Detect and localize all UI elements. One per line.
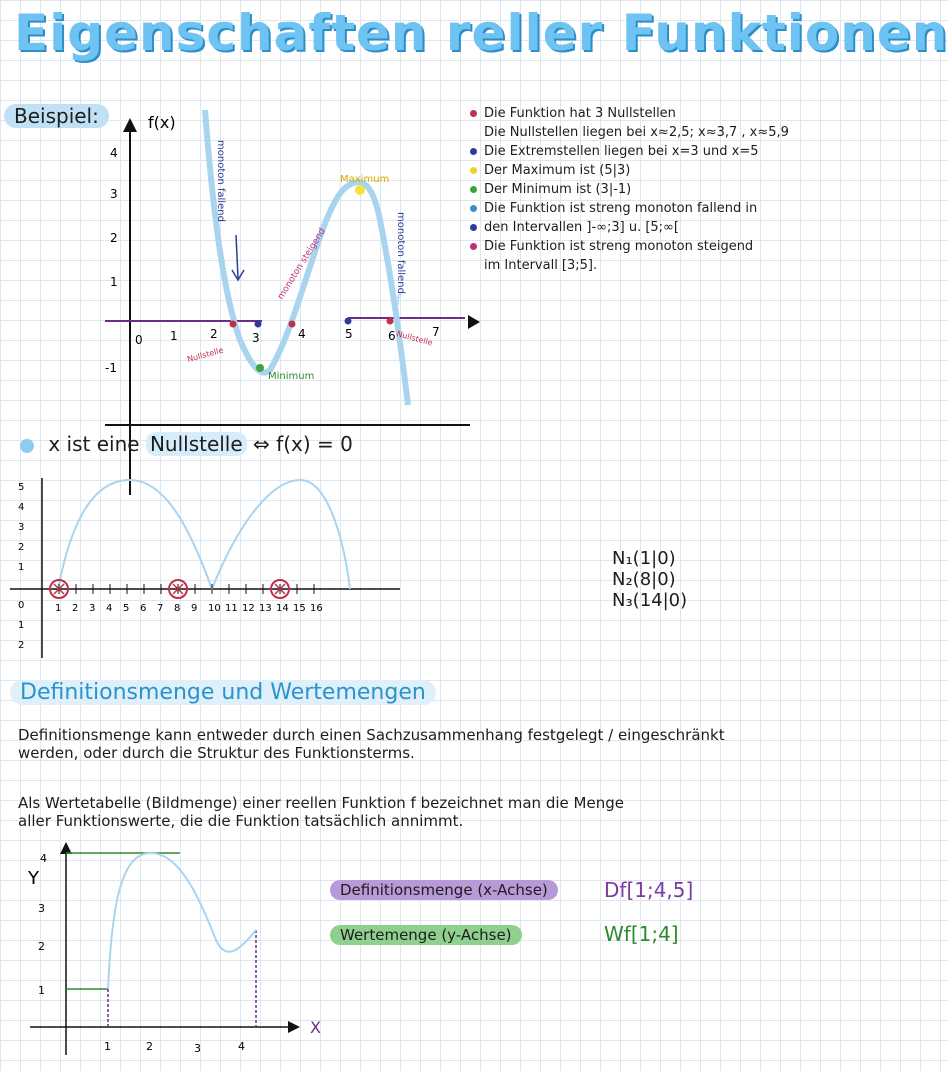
x-tick: 7	[432, 325, 440, 339]
maximum-label: Maximum	[340, 174, 390, 185]
x-tick: 5	[345, 327, 353, 341]
y-tick: 3	[38, 902, 45, 915]
bullet-icon	[470, 224, 477, 231]
x-tick: 16	[310, 603, 323, 614]
minimum-point	[256, 364, 264, 372]
note-text: im Intervall [3;5].	[484, 258, 598, 273]
monoton-fallend-label-2: monoton fallend	[395, 212, 406, 294]
monoton-fallend-label: monoton fallend	[215, 140, 226, 222]
section-heading: Definitionsmenge und Wertemengen	[10, 680, 436, 705]
paragraph-line: Als Wertetabelle (Bildmenge) einer reellen Funktion f bezeichnet man die Menge	[18, 794, 624, 812]
x-tick: 0	[135, 333, 143, 347]
note-item	[470, 142, 820, 161]
bullet-icon	[470, 186, 477, 193]
paragraph-line: Definitionsmenge kann entweder durch einen Sachzusammenhang festgelegt / eingeschränkt	[18, 726, 725, 744]
note-text: Die Funktion ist streng monoton fallend in	[484, 201, 758, 216]
zero-item: N₁(1|0)	[612, 548, 676, 569]
range-paragraph	[18, 794, 624, 830]
zero-definition	[20, 432, 353, 456]
paragraph-line: werden, oder durch die Struktur des Funktionsterms.	[18, 744, 415, 762]
bullet-icon	[470, 110, 477, 117]
minimum-label: Minimum	[268, 371, 315, 382]
zero-point	[387, 318, 394, 325]
definition-prefix: x ist eine	[48, 432, 140, 456]
y-tick: 2	[38, 940, 45, 953]
x-tick: 9	[191, 603, 198, 614]
domain-range-graph	[0, 840, 330, 1071]
extremum-point	[255, 321, 262, 328]
function-curve	[58, 480, 350, 589]
definition-suffix: ⇔ f(x) = 0	[253, 432, 353, 456]
x-tick: 11	[225, 603, 238, 614]
wertemenge-label: Wertemenge (y-Achse)	[330, 925, 522, 945]
range-value: Wf[1;4]	[604, 922, 679, 946]
x-tick: 6	[140, 603, 147, 614]
function-label: f	[396, 293, 401, 309]
x-tick: 2	[146, 1040, 153, 1053]
y-tick: 3	[18, 522, 25, 533]
note-item	[470, 237, 820, 256]
x-tick: 2	[72, 603, 79, 614]
note-item	[470, 123, 820, 142]
bullet-icon	[470, 167, 477, 174]
bullet-icon	[470, 243, 477, 250]
x-tick: 4	[298, 327, 306, 341]
zero-label: Nullstelle	[186, 345, 225, 364]
note-item	[470, 199, 820, 218]
page-title: Eigenschaften reller Funktionen	[14, 4, 948, 62]
y-tick: 1	[18, 620, 25, 631]
y-tick: 2	[18, 542, 25, 553]
note-text: Die Nullstellen liegen bei x≈2,5; x≈3,7 , x≈5,9	[484, 125, 789, 140]
paragraph-line: aller Funktionswerte, die die Funktion tatsächlich annimmt.	[18, 812, 464, 830]
y-tick: -1	[105, 361, 117, 375]
y-tick: 3	[110, 187, 118, 201]
x-tick: 6	[388, 329, 396, 343]
x-axis-label: X	[310, 1018, 321, 1037]
maximum-point	[355, 185, 365, 195]
extremum-point	[345, 318, 352, 325]
note-item	[470, 256, 820, 275]
bullet-icon	[470, 148, 477, 155]
y-tick: 2	[110, 231, 118, 245]
x-tick: 8	[174, 603, 181, 614]
x-tick: 12	[242, 603, 255, 614]
y-tick: 4	[40, 852, 47, 865]
zero-point	[230, 321, 237, 328]
y-axis-arrow	[123, 118, 137, 132]
x-tick: 10	[208, 603, 221, 614]
y-ticks-group	[18, 482, 24, 651]
note-text: Die Extremstellen liegen bei x=3 und x=5	[484, 144, 759, 159]
monoton-steigend-label: monoton steigend	[276, 226, 329, 302]
zero-point	[289, 321, 296, 328]
x-axis-arrow	[288, 1021, 300, 1033]
zero-item: N₃(14|0)	[612, 590, 688, 611]
definition-paragraph	[18, 726, 725, 762]
note-text: Die Funktion ist streng monoton steigend	[484, 239, 754, 254]
x-tick: 13	[259, 603, 272, 614]
x-tick: 4	[106, 603, 113, 614]
function-curve	[108, 853, 256, 989]
x-tick: 7	[157, 603, 164, 614]
x-tick: 14	[276, 603, 289, 614]
example-graph	[0, 100, 470, 420]
y-tick: 1	[18, 562, 25, 573]
y-tick: 1	[110, 275, 118, 289]
y-tick: 0	[18, 600, 25, 611]
x-tick: 4	[238, 1040, 245, 1053]
note-text: Der Minimum ist (3|-1)	[484, 182, 632, 197]
x-tick: 1	[55, 603, 62, 614]
bullet-icon	[20, 439, 34, 453]
x-tick: 2	[210, 327, 218, 341]
y-tick: 2	[18, 640, 25, 651]
y-tick: 4	[18, 502, 25, 513]
x-axis-arrow	[468, 315, 480, 329]
zero-item: N₂(8|0)	[612, 569, 676, 590]
note-item	[470, 218, 820, 237]
arrow-down	[236, 235, 238, 278]
definitionsmenge-label: Definitionsmenge (x-Achse)	[330, 880, 558, 900]
y-tick: 1	[38, 984, 45, 997]
note-item	[470, 161, 820, 180]
note-text: Der Maximum ist (5|3)	[484, 163, 631, 178]
zeros-list	[612, 548, 687, 611]
definition-highlight: Nullstelle	[146, 432, 247, 456]
y-axis-label: f(x)	[148, 113, 176, 132]
y-axis-label: Y	[28, 868, 39, 889]
x-tick: 1	[104, 1040, 111, 1053]
example-label: Beispiel:	[4, 104, 109, 128]
zeros-graph	[0, 468, 480, 668]
x-tick: 3	[252, 331, 260, 345]
note-text: Die Funktion hat 3 Nullstellen	[484, 106, 676, 121]
x-tick: 5	[123, 603, 130, 614]
domain-value: Df[1;4,5]	[604, 878, 694, 902]
note-item	[470, 180, 820, 199]
bullet-icon	[470, 205, 477, 212]
y-tick: 4	[110, 146, 118, 160]
x-tick: 3	[194, 1042, 201, 1055]
y-axis-arrow	[60, 842, 72, 854]
x-tick: 1	[170, 329, 178, 343]
x-tick: 3	[89, 603, 96, 614]
x-tick: 15	[293, 603, 306, 614]
zero-label: Nullstelle	[395, 329, 434, 348]
y-tick: 5	[18, 482, 25, 493]
note-item	[470, 104, 820, 123]
notes-list	[470, 104, 820, 275]
note-text: den Intervallen ]-∞;3] u. [5;∞[	[484, 220, 679, 235]
